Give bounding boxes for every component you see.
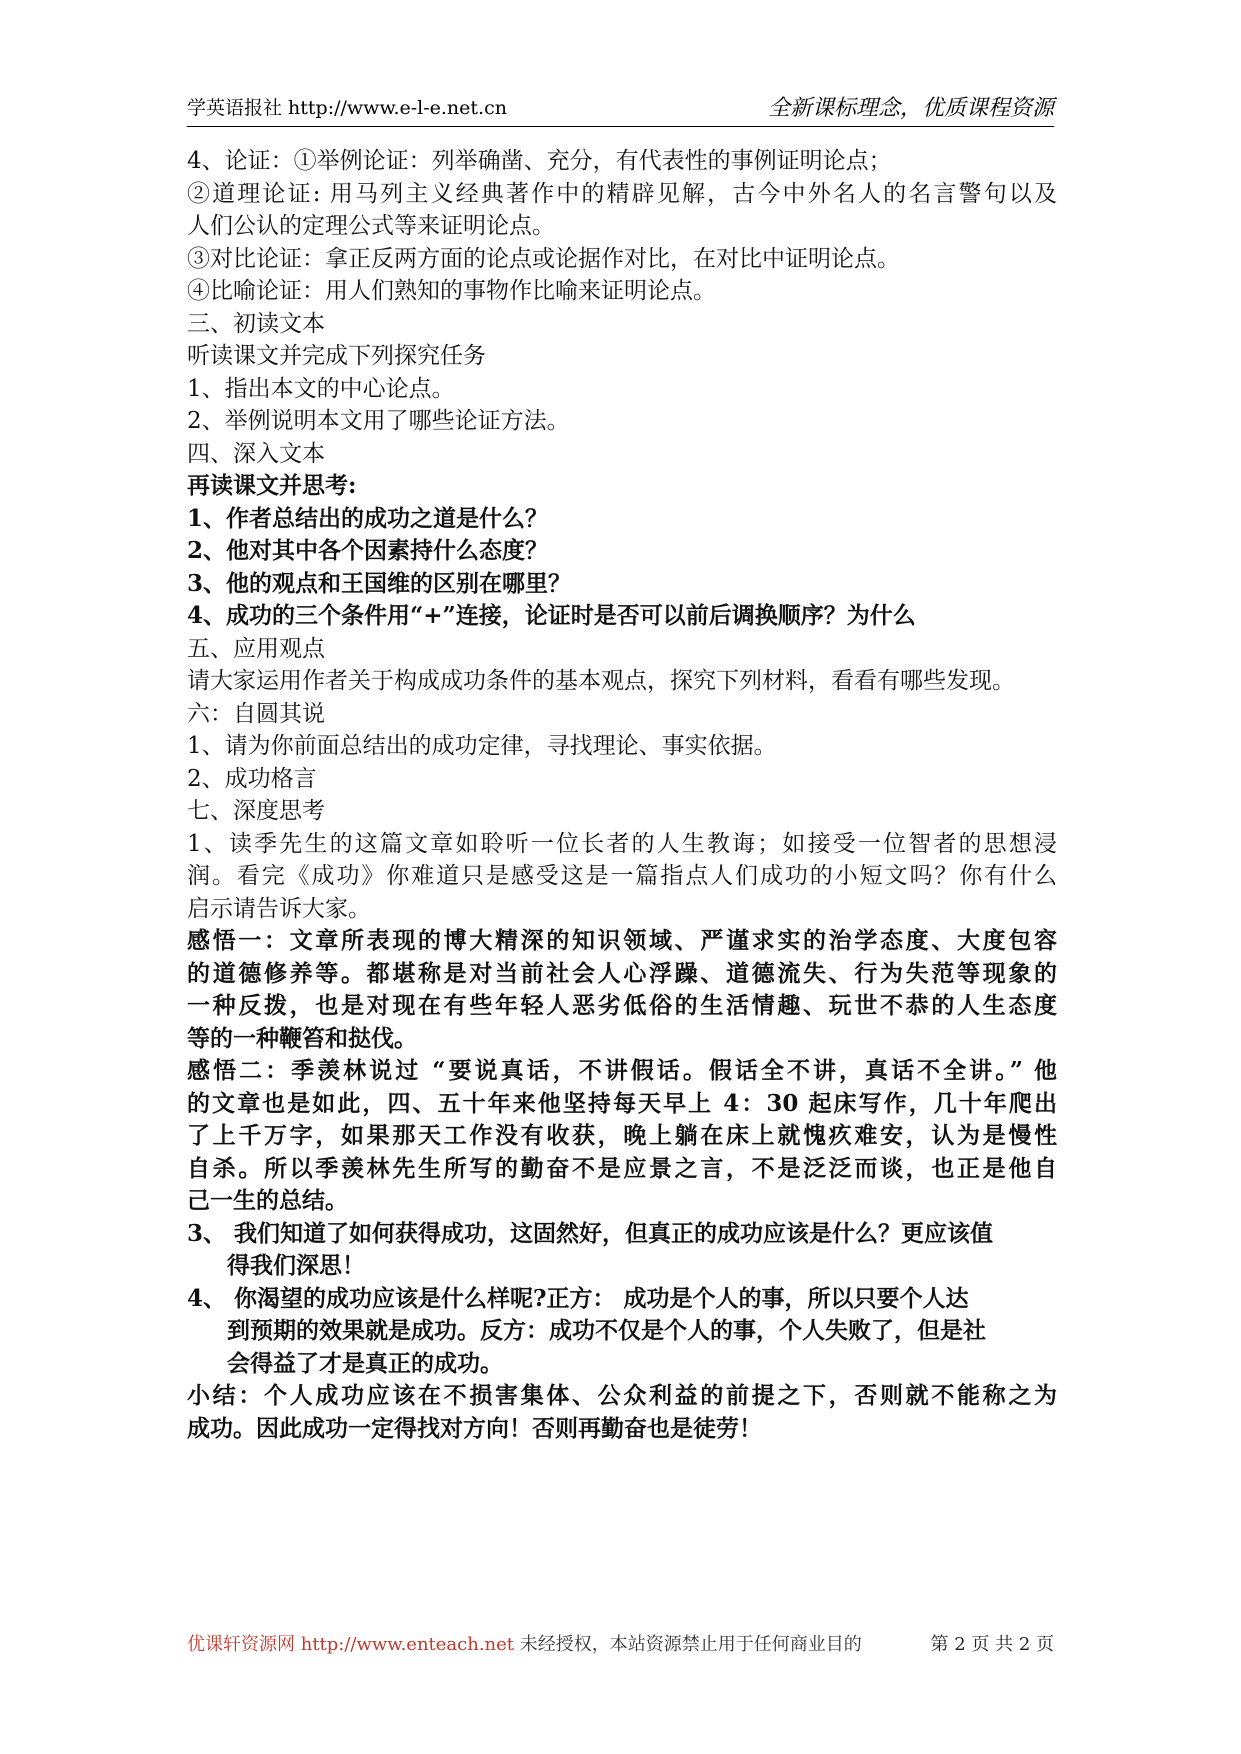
text-line: 等的一种鞭笞和挞伐。 [187, 1024, 417, 1052]
footer-notice: 未经授权，本站资源禁止用于任何商业目的 [514, 1634, 862, 1655]
page-footer [187, 1630, 1054, 1656]
numbered-items [187, 1218, 1057, 1381]
text-line: 感悟一：文章所表现的博大精深的知识领域、严谨求实的治学态度、大度包容 [187, 927, 1057, 954]
page-number: 第 2 页 共 2 页 [930, 1634, 1054, 1655]
text-line: 润。看完《成功》你难道只是感受这是一篇指点人们成功的小短文吗？你有什么 [187, 863, 1057, 889]
text-line: 1、指出本文的中心论点。 [187, 375, 455, 402]
text-line: 四、深入文本 [187, 440, 325, 467]
text-line: 了上千万字，如果那天工作没有收获，晚上躺在床上就愧疚难安，认为是慢性 [187, 1122, 1057, 1149]
text-line: 三、初读文本 [187, 310, 325, 337]
text-line: 2、举例说明本文用了哪些论证方法。 [187, 408, 570, 434]
text-line: 人们公认的定理公式等来证明论点。 [187, 213, 555, 239]
list-item-continuation: 会得益了才是真正的成功。 [227, 1349, 503, 1377]
text-line: 1、读季先生的这篇文章如聆听一位长者的人生教诲；如接受一位智者的思想浸 [187, 830, 1057, 857]
header-publisher: 学英语报社 http://www.e-l-e.net.cn [187, 97, 507, 119]
list-item-continuation: 得我们深思！ [227, 1252, 365, 1279]
text-line: 1、作者总结出的成功之道是什么？ [187, 504, 549, 532]
summary [187, 1380, 1057, 1445]
text-line: ④比喻论证：用人们熟知的事物作比喻来证明论点。 [187, 278, 716, 304]
body-lines [187, 145, 1057, 1218]
text-line: 听读课文并完成下列探究任务 [187, 343, 486, 369]
text-line: 七、深度思考 [187, 798, 325, 824]
text-line: 五、应用观点 [187, 635, 325, 662]
header-slogan: 全新课标理念，优质课程资源 [767, 96, 1054, 121]
text-line: 的文章也是如此，四、五十年来他坚持每天早上 4：30 起床写作，几十年爬出 [187, 1089, 1057, 1117]
footer-source-link[interactable]: 优课轩资源网 http://www.enteach.net [187, 1634, 515, 1655]
text-line: ②道理论证: 用马列主义经典著作中的精辟见解，古今中外名人的名言警句以及 [187, 180, 1057, 207]
text-line: 2、他对其中各个因素持什么态度？ [187, 537, 549, 564]
list-item-first-line: 3、 我们知道了如何获得成功，这固然好，但真正的成功应该是什么？更应该值 [187, 1219, 994, 1247]
text-line: 2、成功格言 [187, 765, 317, 792]
text-line: 己一生的总结。 [187, 1187, 348, 1214]
list-item-continuation: 到预期的效果就是成功。反方：成功不仅是个人的事，个人失败了，但是社 [227, 1317, 986, 1344]
summary-line: 成功。因此成功一定得找对方向！否则再勤奋也是徒劳！ [187, 1414, 762, 1442]
text-line: 自杀。所以季羡林先生所写的勤奋不是应景之言，不是泛泛而谈，也正是他自 [187, 1154, 1057, 1182]
text-line: 感悟二：季羡林说过 “要说真话，不讲假话。假话全不讲，真话不全讲。” 他 [187, 1057, 1057, 1084]
document-body [187, 145, 1057, 1445]
text-line: 3、他的观点和王国维的区别在哪里？ [187, 569, 572, 597]
text-line: 启示请告诉大家。 [187, 895, 371, 922]
text-line: 1、请为你前面总结出的成功定律，寻找理论、事实依据。 [187, 733, 777, 759]
text-line: 一种反拨，也是对现在有些年轻人恶劣低俗的生活情趣、玩世不恭的人生态度 [187, 992, 1057, 1019]
text-line: 请大家运用作者关于构成成功条件的基本观点，探究下列材料，看看有哪些发现。 [187, 668, 1015, 694]
text-line: ③对比论证：拿正反两方面的论点或论据作对比，在对比中证明论点。 [187, 245, 900, 272]
text-line: 再读课文并思考: [187, 472, 357, 499]
text-line: 的道德修养等。都堪称是对当前社会人心浮躁、道德流失、行为失范等现象的 [187, 959, 1057, 987]
list-item-first-line: 4、 你渴望的成功应该是什么样呢?正方： 成功是个人的事，所以只要个人达 [187, 1284, 969, 1312]
summary-line: 小结：个人成功应该在不损害集体、公众利益的前提之下，否则就不能称之为 [187, 1382, 1057, 1409]
list-item [187, 1283, 1057, 1381]
text-line: 六：自圆其说 [187, 700, 325, 727]
text-line: 4、论证：①举例论证：列举确凿、充分，有代表性的事例证明论点； [187, 148, 892, 174]
page-header [187, 90, 1054, 127]
list-item [187, 1218, 1057, 1283]
text-line: 4、成功的三个条件用“+”连接，论证时是否可以前后调换顺序？为什么 [187, 602, 916, 629]
